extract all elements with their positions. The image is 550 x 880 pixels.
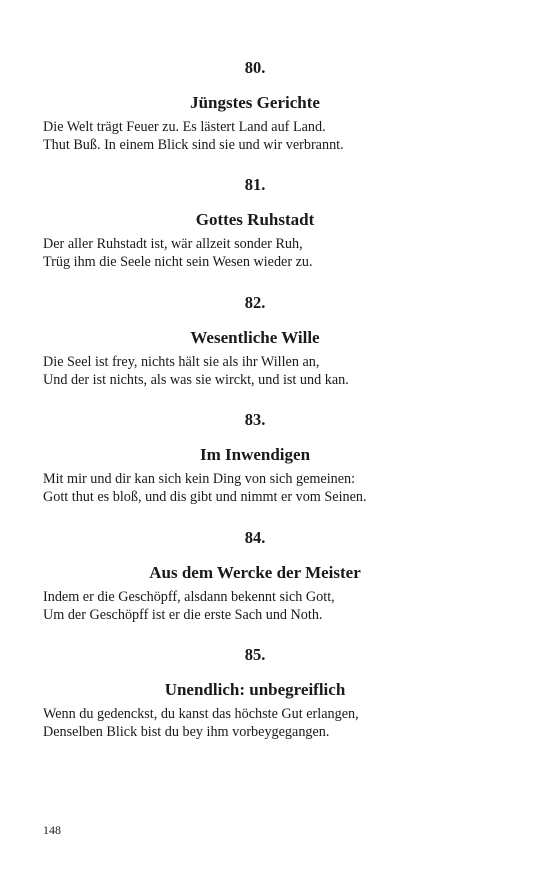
verse-line: Die Welt trägt Feuer zu. Es lästert Land auf Land. bbox=[43, 119, 326, 135]
epigram-number: 84. bbox=[244, 528, 266, 547]
epigram-title: Im Inwendigen bbox=[199, 445, 311, 464]
epigram-title: Gottes Ruhstadt bbox=[195, 210, 315, 229]
verse-line: Thut Buß. In einem Blick sind sie und wir verbrannt. bbox=[43, 137, 344, 153]
epigram-title: Jüngstes Gerichte bbox=[190, 93, 320, 112]
epigram-title: Unendlich: unbegreiflich bbox=[164, 680, 346, 699]
verse-line: Denselben Blick bist du bey ihm vorbeygegangen. bbox=[43, 724, 330, 740]
epigram-number: 81. bbox=[244, 175, 266, 194]
verse-line: Um der Geschöpff ist er die erste Sach und Noth. bbox=[43, 607, 323, 623]
epigram-title: Aus dem Wercke der Meister bbox=[149, 563, 361, 582]
verse-line: Indem er die Geschöpff, alsdann bekennt sich Gott, bbox=[43, 589, 335, 605]
verse-line: Trüg ihm die Seele nicht sein Wesen wieder zu. bbox=[43, 254, 313, 270]
verse-line: Gott thut es bloß, und dis gibt und nimmt er vom Seinen. bbox=[43, 489, 367, 505]
epigram-number: 85. bbox=[244, 645, 266, 664]
page-number: 148 bbox=[43, 823, 61, 837]
epigram-number: 80. bbox=[244, 58, 266, 77]
verse-line: Die Seel ist frey, nichts hält sie als ihr Willen an, bbox=[43, 354, 320, 370]
verse-line: Und der ist nichts, als was sie wirckt, und ist und kan. bbox=[43, 372, 349, 388]
verse-line: Der aller Ruhstadt ist, wär allzeit sonder Ruh, bbox=[43, 236, 303, 252]
epigram-number: 83. bbox=[244, 410, 266, 429]
verse-line: Mit mir und dir kan sich kein Ding von sich gemeinen: bbox=[43, 471, 356, 487]
verse-line: Wenn du gedenckst, du kanst das höchste Gut erlangen, bbox=[43, 706, 359, 722]
epigram-number: 82. bbox=[244, 293, 266, 312]
epigram-title: Wesentliche Wille bbox=[190, 328, 320, 347]
